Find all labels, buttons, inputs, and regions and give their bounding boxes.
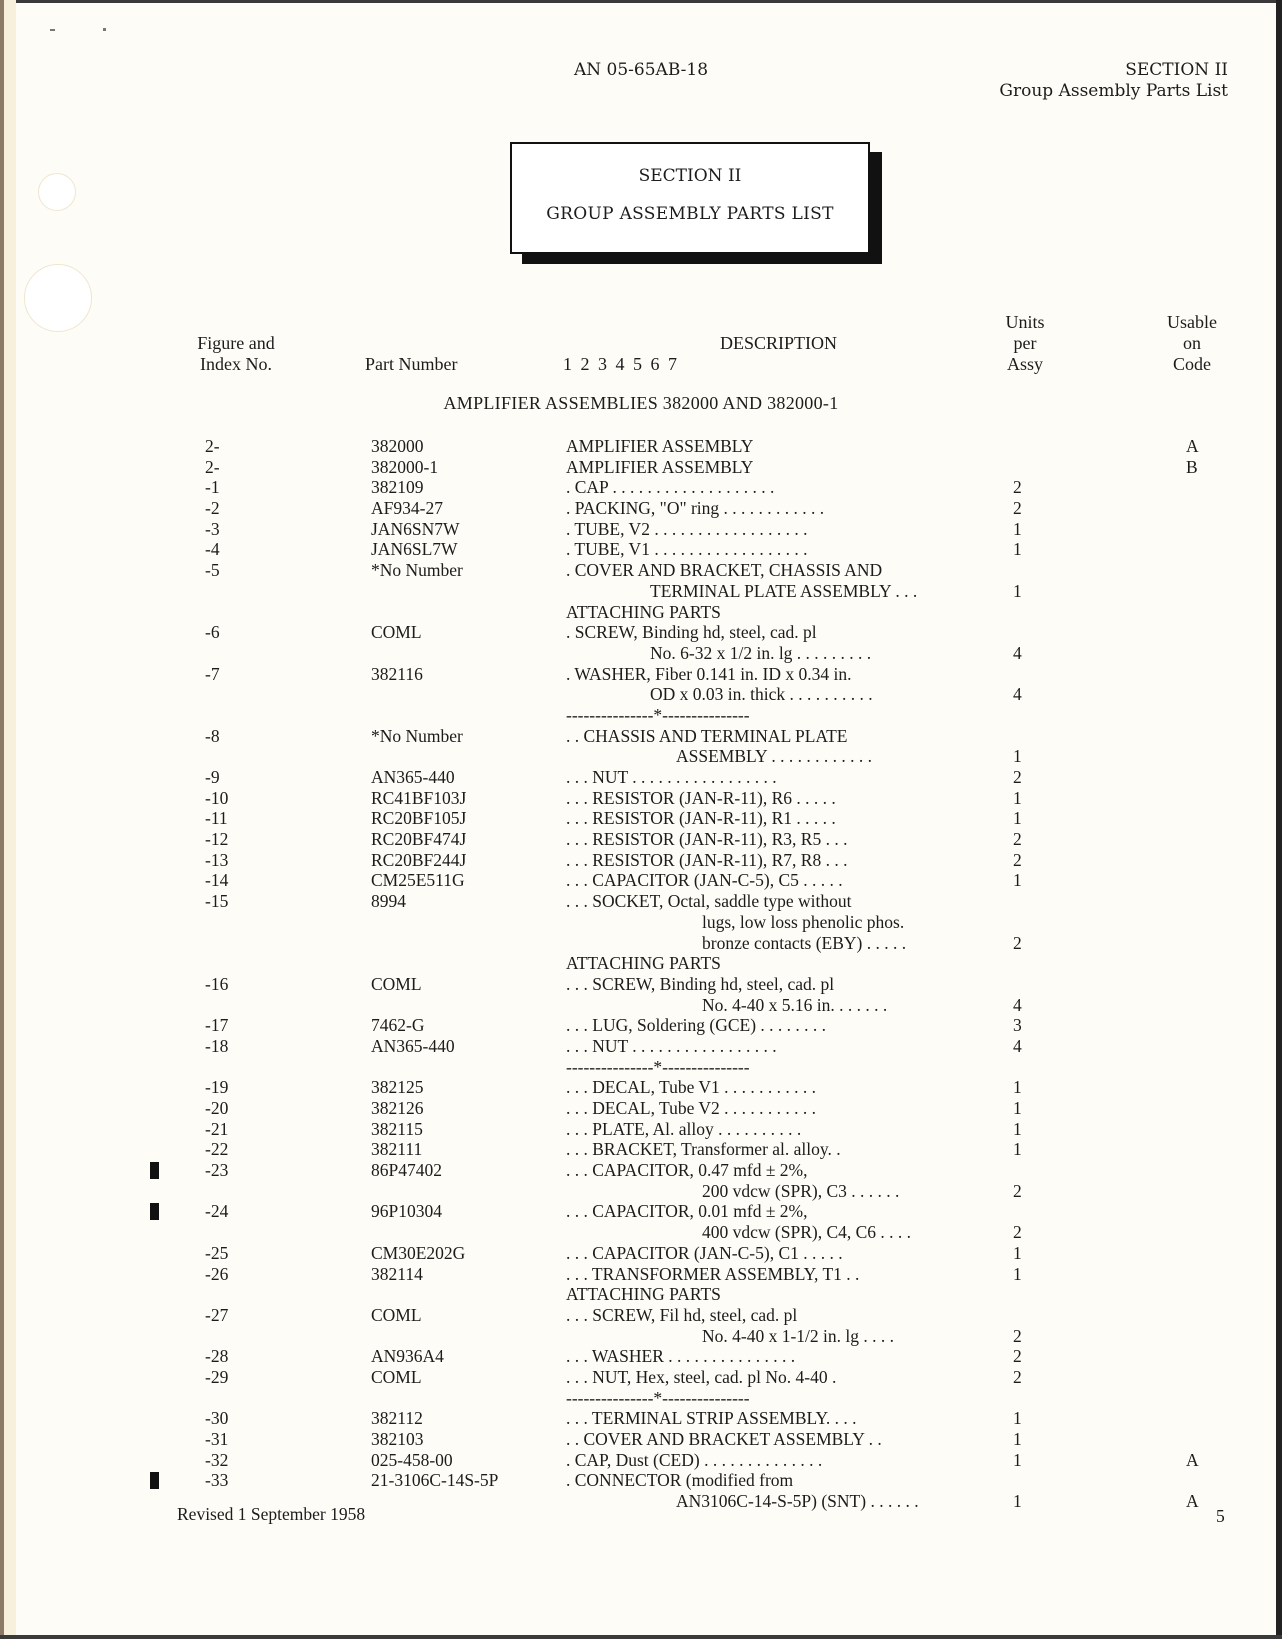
index-number: -4 — [205, 539, 220, 560]
index-number: -12 — [205, 829, 229, 850]
parts-list-row — [0, 1284, 1282, 1305]
parts-list — [0, 436, 1282, 1512]
parts-list-row — [0, 995, 1282, 1016]
parts-list-row — [0, 1367, 1282, 1388]
part-number: 382112 — [371, 1408, 423, 1429]
parts-list-row — [0, 1243, 1282, 1264]
units-per-assy: 2 — [1013, 1366, 1022, 1387]
index-number: -13 — [205, 849, 229, 870]
index-number: -19 — [205, 1077, 229, 1098]
usable-on-code: B — [1186, 456, 1198, 477]
part-number: 382103 — [371, 1429, 424, 1449]
units-per-assy: 1 — [1013, 746, 1022, 767]
parts-list-row — [0, 1098, 1282, 1119]
index-number: -16 — [205, 973, 229, 994]
units-per-assy: 2 — [1013, 932, 1022, 953]
description: No. 4-40 x 5.16 in. . . . . . . — [702, 994, 888, 1015]
description: . . . SCREW, Binding hd, steel, cad. pl — [566, 973, 835, 994]
units-per-assy: 2 — [1013, 477, 1022, 498]
parts-list-row — [0, 1077, 1282, 1098]
description: lugs, low loss phenolic phos. — [702, 911, 905, 932]
parts-list-row — [0, 1222, 1282, 1243]
units-per-assy: 4 — [1013, 994, 1022, 1015]
part-number: COML — [371, 622, 422, 643]
column-header-units — [990, 312, 1060, 375]
units-per-assy: 1 — [1013, 1118, 1022, 1139]
units-per-assy: 1 — [1013, 580, 1022, 601]
parts-list-row — [0, 1015, 1282, 1036]
part-number: RC41BF103J — [371, 787, 467, 808]
description: . . . RESISTOR (JAN-R-11), R3, R5 . . . — [566, 829, 848, 850]
description: ATTACHING PARTS — [566, 953, 721, 974]
part-number: 382115 — [371, 1118, 423, 1139]
units-per-assy: 2 — [1013, 767, 1022, 787]
units-per-assy: 2 — [1013, 1325, 1022, 1346]
index-number: -14 — [205, 870, 229, 891]
description: . . . TERMINAL STRIP ASSEMBLY. . . . — [566, 1408, 857, 1429]
part-number: 382126 — [371, 1098, 424, 1118]
units-per-assy: 2 — [1013, 1222, 1022, 1243]
units-per-assy: 1 — [1013, 1098, 1022, 1118]
parts-list-row — [0, 477, 1282, 498]
description: . . . RESISTOR (JAN-R-11), R1 . . . . . — [566, 808, 836, 829]
units-per-assy: 1 — [1013, 1242, 1022, 1263]
part-number: CM30E202G — [371, 1242, 466, 1263]
description: . WASHER, Fiber 0.141 in. ID x 0.34 in. — [566, 663, 852, 684]
column-header-line: Units — [1005, 312, 1045, 332]
description: . . . NUT . . . . . . . . . . . . . . . . . — [566, 767, 777, 787]
parts-list-row — [0, 850, 1282, 871]
title-box-line1: SECTION II — [638, 166, 742, 186]
description: . . . CAPACITOR, 0.47 mfd ± 2%, — [566, 1160, 808, 1181]
part-number: 86P47402 — [371, 1160, 442, 1181]
index-number: -2 — [205, 498, 220, 519]
description: . CAP, Dust (CED) . . . . . . . . . . . . . . — [566, 1449, 823, 1470]
parts-list-row — [0, 1346, 1282, 1367]
description: . . . CAPACITOR, 0.01 mfd ± 2%, — [566, 1201, 808, 1222]
parts-list-row — [0, 1201, 1282, 1222]
description: . . . PLATE, Al. alloy . . . . . . . . . . — [566, 1118, 802, 1139]
column-header-line: Code — [1173, 354, 1211, 374]
scan-speck — [103, 28, 106, 31]
description: . COVER AND BRACKET, CHASSIS AND — [566, 560, 883, 581]
units-per-assy: 2 — [1013, 849, 1022, 870]
units-per-assy: 2 — [1013, 829, 1022, 850]
part-number: 96P10304 — [371, 1201, 442, 1222]
index-number: -20 — [205, 1098, 229, 1118]
description: . . COVER AND BRACKET ASSEMBLY . . — [566, 1429, 882, 1449]
description: . . . NUT . . . . . . . . . . . . . . . . . — [566, 1035, 777, 1056]
page-number: 5 — [1216, 1506, 1225, 1526]
parts-list-row — [0, 1408, 1282, 1429]
index-number: 2- — [205, 456, 220, 477]
description: . CAP . . . . . . . . . . . . . . . . . . . — [566, 477, 775, 498]
column-header-description: DESCRIPTION — [720, 333, 838, 353]
parts-list-row — [0, 933, 1282, 954]
description: ---------------*--------------- — [566, 1056, 750, 1077]
description: . . CHASSIS AND TERMINAL PLATE — [566, 725, 848, 746]
description: ---------------*--------------- — [566, 1387, 750, 1408]
units-per-assy: 1 — [1013, 1077, 1022, 1098]
parts-list-row — [0, 726, 1282, 747]
parts-list-row — [0, 602, 1282, 623]
assembly-subtitle: AMPLIFIER ASSEMBLIES 382000 AND 382000-1 — [443, 393, 839, 413]
description: ATTACHING PARTS — [566, 601, 721, 622]
parts-list-row — [0, 974, 1282, 995]
parts-list-row — [0, 912, 1282, 933]
units-per-assy: 2 — [1013, 1180, 1022, 1201]
part-number: COML — [371, 1366, 422, 1387]
description: No. 6-32 x 1/2 in. lg . . . . . . . . . — [650, 642, 872, 663]
part-number: AN365-440 — [371, 767, 455, 787]
punch-hole — [38, 173, 76, 211]
description: ---------------*--------------- — [566, 704, 750, 725]
part-number: *No Number — [371, 725, 463, 746]
description: . . . LUG, Soldering (GCE) . . . . . . . . — [566, 1015, 827, 1036]
part-number: JAN6SN7W — [371, 518, 460, 539]
description: OD x 0.03 in. thick . . . . . . . . . . — [650, 684, 873, 705]
parts-list-row — [0, 1305, 1282, 1326]
index-number: -23 — [205, 1160, 229, 1181]
units-per-assy: 1 — [1013, 1449, 1022, 1470]
description: . . . TRANSFORMER ASSEMBLY, T1 . . — [566, 1263, 860, 1284]
index-number: -17 — [205, 1015, 229, 1036]
part-number: JAN6SL7W — [371, 539, 458, 560]
parts-list-row — [0, 1326, 1282, 1347]
parts-list-row — [0, 539, 1282, 560]
usable-on-code: A — [1186, 436, 1199, 456]
part-number: 382111 — [371, 1139, 423, 1160]
parts-list-row — [0, 1429, 1282, 1450]
units-per-assy: 1 — [1013, 870, 1022, 891]
description: TERMINAL PLATE ASSEMBLY . . . — [650, 580, 918, 601]
description: . SCREW, Binding hd, steel, cad. pl — [566, 622, 817, 643]
punch-hole — [24, 264, 92, 332]
column-header-line: on — [1183, 333, 1201, 353]
index-number: -21 — [205, 1118, 229, 1139]
usable-on-code: A — [1186, 1449, 1199, 1470]
index-number: -1 — [205, 477, 220, 498]
units-per-assy: 4 — [1013, 642, 1022, 663]
part-number: AN365-440 — [371, 1035, 455, 1056]
parts-list-row — [0, 581, 1282, 602]
description: ATTACHING PARTS — [566, 1284, 721, 1305]
column-header-line: Assy — [1006, 354, 1043, 374]
index-number: -32 — [205, 1449, 229, 1470]
page-edge — [0, 1635, 1282, 1639]
parts-list-row — [0, 519, 1282, 540]
part-number: 025-458-00 — [371, 1449, 453, 1470]
parts-list-row — [0, 767, 1282, 788]
parts-list-row — [0, 953, 1282, 974]
description: . . . SCREW, Fil hd, steel, cad. pl — [566, 1304, 798, 1325]
column-header-line: Index No. — [200, 354, 272, 374]
units-per-assy: 1 — [1013, 1139, 1022, 1160]
parts-list-row — [0, 560, 1282, 581]
running-header — [999, 60, 1228, 102]
units-per-assy: 1 — [1013, 808, 1022, 829]
units-per-assy: 2 — [1013, 498, 1022, 519]
index-number: -29 — [205, 1366, 229, 1387]
parts-list-row — [0, 664, 1282, 685]
index-number: -26 — [205, 1263, 229, 1284]
document-number: AN 05-65AB-18 — [573, 60, 709, 80]
index-number: -10 — [205, 787, 229, 808]
description: . . . WASHER . . . . . . . . . . . . . . . — [566, 1346, 796, 1367]
part-number: 382109 — [371, 477, 424, 498]
description: . . . DECAL, Tube V2 . . . . . . . . . . . — [566, 1098, 817, 1118]
parts-list-row — [0, 1450, 1282, 1471]
index-number: -9 — [205, 767, 220, 787]
section-title-box — [510, 142, 870, 254]
units-per-assy: 3 — [1013, 1015, 1022, 1036]
units-per-assy: 1 — [1013, 539, 1022, 560]
description: . CONNECTOR (modified from — [566, 1470, 794, 1491]
description: . . . CAPACITOR (JAN-C-5), C5 . . . . . — [566, 870, 843, 891]
parts-list-row — [0, 1057, 1282, 1078]
units-per-assy: 2 — [1013, 1346, 1022, 1367]
index-number: -8 — [205, 725, 220, 746]
description: AMPLIFIER ASSEMBLY — [566, 436, 754, 456]
description: 400 vdcw (SPR), C4, C6 . . . . — [702, 1222, 912, 1243]
change-bar-marker — [150, 1472, 159, 1489]
part-number: 21-3106C-14S-5P — [371, 1470, 499, 1491]
index-number: -27 — [205, 1304, 229, 1325]
parts-list-row — [0, 1139, 1282, 1160]
index-number: -15 — [205, 891, 229, 912]
index-number: -22 — [205, 1139, 229, 1160]
parts-list-row — [0, 1119, 1282, 1140]
section-label: SECTION II — [1125, 60, 1228, 80]
parts-list-row — [0, 457, 1282, 478]
parts-list-row — [0, 705, 1282, 726]
part-number: COML — [371, 1304, 422, 1325]
index-number: -31 — [205, 1429, 229, 1449]
index-number: 2- — [205, 436, 220, 456]
units-per-assy: 1 — [1013, 1429, 1022, 1449]
description: . . . SOCKET, Octal, saddle type without — [566, 891, 852, 912]
part-number: 382000-1 — [371, 456, 439, 477]
indent-level-numbers: 1 2 3 4 5 6 7 — [563, 354, 677, 374]
usable-on-code: A — [1186, 1491, 1199, 1512]
column-header-line: per — [1013, 333, 1037, 353]
column-header-line: Figure and — [197, 333, 275, 353]
column-header-part: Part Number — [365, 354, 458, 374]
part-number: CM25E511G — [371, 870, 465, 891]
part-number: 8994 — [371, 891, 406, 912]
column-header-line: Usable — [1167, 312, 1217, 332]
index-number: -11 — [205, 808, 228, 829]
description: . . . CAPACITOR (JAN-C-5), C1 . . . . . — [566, 1242, 843, 1263]
units-per-assy: 4 — [1013, 684, 1022, 705]
description: . . . RESISTOR (JAN-R-11), R7, R8 . . . — [566, 849, 848, 870]
part-number: 7462-G — [371, 1015, 425, 1036]
units-per-assy: 1 — [1013, 1491, 1022, 1512]
index-number: -5 — [205, 560, 220, 581]
scan-speck — [50, 29, 55, 31]
description: . . . BRACKET, Transformer al. alloy. . — [566, 1139, 841, 1160]
parts-list-row — [0, 891, 1282, 912]
revision-date: Revised 1 September 1958 — [177, 1504, 366, 1524]
change-bar-marker — [150, 1203, 159, 1220]
index-number: -6 — [205, 622, 220, 643]
parts-list-row — [0, 1264, 1282, 1285]
part-number: RC20BF105J — [371, 808, 467, 829]
part-number: COML — [371, 973, 422, 994]
part-number: 382000 — [371, 436, 424, 456]
parts-list-row — [0, 1036, 1282, 1057]
part-number: 382114 — [371, 1263, 423, 1284]
index-number: -25 — [205, 1242, 229, 1263]
index-number: -24 — [205, 1201, 229, 1222]
description: No. 4-40 x 1-1/2 in. lg . . . . — [702, 1325, 895, 1346]
parts-list-row — [0, 1388, 1282, 1409]
part-number: AN936A4 — [371, 1346, 444, 1367]
title-box-line2: GROUP ASSEMBLY PARTS LIST — [546, 204, 834, 224]
parts-list-row — [0, 870, 1282, 891]
units-per-assy: 4 — [1013, 1035, 1022, 1056]
description: . TUBE, V1 . . . . . . . . . . . . . . . . . . — [566, 539, 808, 560]
part-number: 382125 — [371, 1077, 424, 1098]
index-number: -33 — [205, 1470, 229, 1491]
parts-list-row — [0, 622, 1282, 643]
part-number: RC20BF474J — [371, 829, 467, 850]
index-number: -30 — [205, 1408, 229, 1429]
part-number: *No Number — [371, 560, 463, 581]
units-per-assy: 1 — [1013, 1408, 1022, 1429]
parts-list-row — [0, 1160, 1282, 1181]
part-number: AF934-27 — [371, 498, 443, 519]
units-per-assy: 1 — [1013, 518, 1022, 539]
description: AMPLIFIER ASSEMBLY — [566, 456, 754, 477]
units-per-assy: 1 — [1013, 787, 1022, 808]
page-edge — [0, 0, 1282, 3]
description: 200 vdcw (SPR), C3 . . . . . . — [702, 1180, 900, 1201]
description: . . . DECAL, Tube V1 . . . . . . . . . . . — [566, 1077, 817, 1098]
column-header-index — [178, 333, 294, 375]
parts-list-row — [0, 1470, 1282, 1491]
description: . PACKING, "O" ring . . . . . . . . . . . . — [566, 498, 825, 519]
parts-list-row — [0, 746, 1282, 767]
index-number: -28 — [205, 1346, 229, 1367]
description: ASSEMBLY . . . . . . . . . . . . — [676, 746, 872, 767]
units-per-assy: 1 — [1013, 1263, 1022, 1284]
parts-list-row — [0, 808, 1282, 829]
description: . TUBE, V2 . . . . . . . . . . . . . . . . . . — [566, 518, 808, 539]
parts-list-row — [0, 436, 1282, 457]
change-bar-marker — [150, 1162, 159, 1179]
section-title: Group Assembly Parts List — [999, 81, 1228, 101]
parts-list-row — [0, 788, 1282, 809]
parts-list-row — [0, 643, 1282, 664]
parts-list-row — [0, 684, 1282, 705]
part-number: RC20BF244J — [371, 849, 467, 870]
parts-list-row — [0, 1181, 1282, 1202]
description: bronze contacts (EBY) . . . . . — [702, 932, 907, 953]
index-number: -7 — [205, 663, 220, 684]
description: . . . RESISTOR (JAN-R-11), R6 . . . . . — [566, 787, 836, 808]
description: AN3106C-14-S-5P) (SNT) . . . . . . — [676, 1491, 919, 1512]
index-number: -3 — [205, 518, 220, 539]
parts-list-row — [0, 829, 1282, 850]
column-header-code — [1156, 312, 1228, 375]
description: . . . NUT, Hex, steel, cad. pl No. 4-40 . — [566, 1366, 837, 1387]
parts-list-row — [0, 498, 1282, 519]
index-number: -18 — [205, 1035, 229, 1056]
part-number: 382116 — [371, 663, 423, 684]
